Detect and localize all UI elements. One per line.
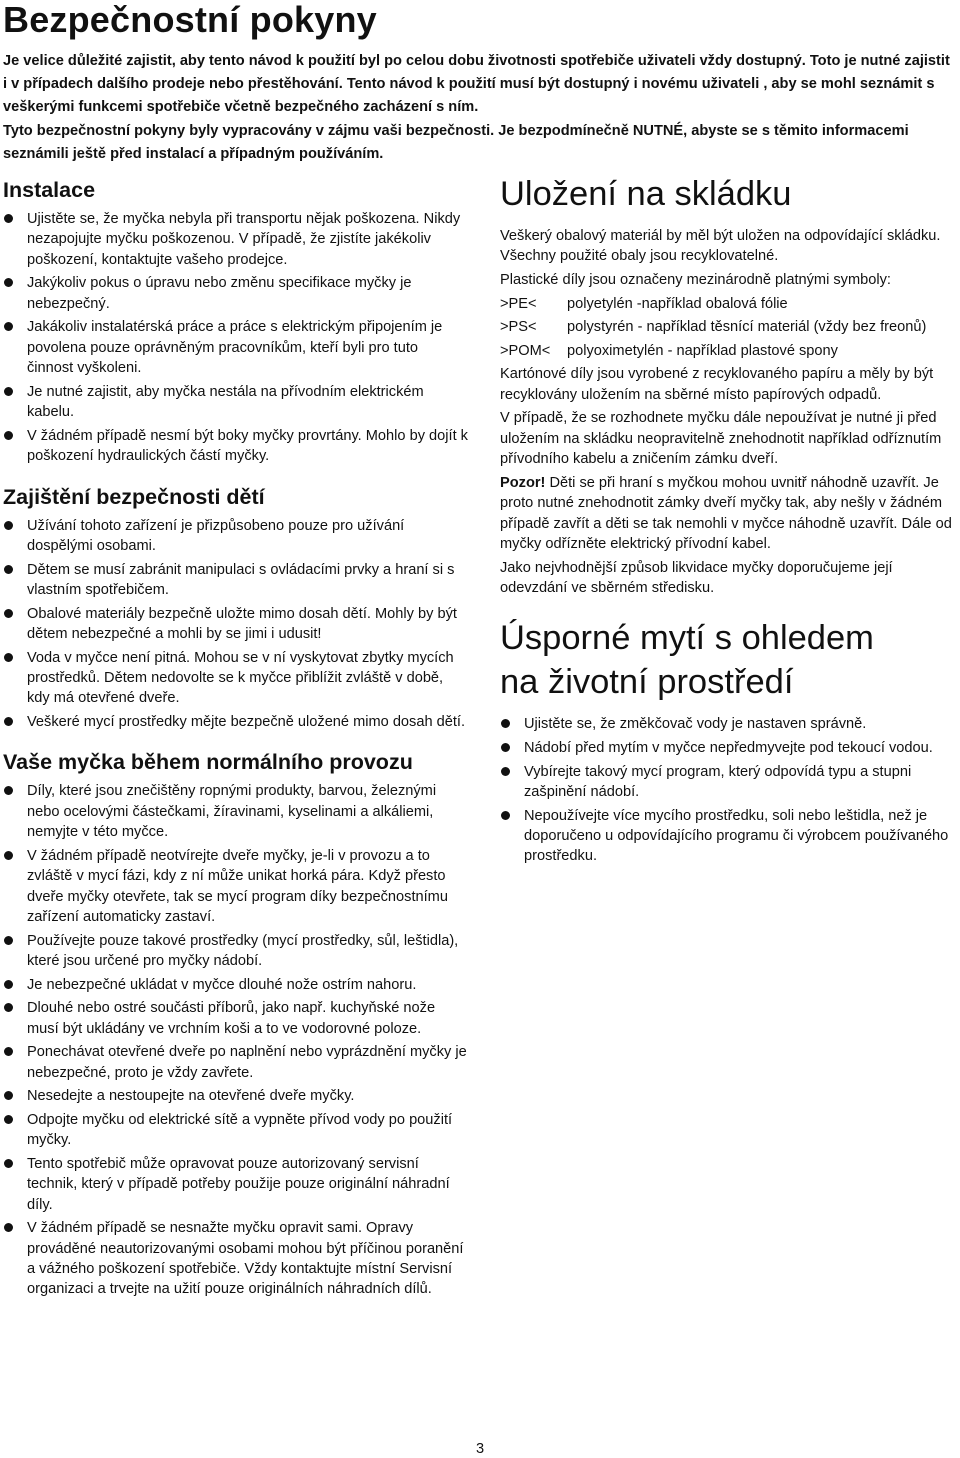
list-item: Ujistěte se, že myčka nebyla při transportu nějak poškozena. Nikdy nezapojujte myčku poškozenou. V případě, že zjistíte jakékoliv poškození, kontaktujte vašeho prodejce. <box>3 209 468 270</box>
list-item: Jakýkoliv pokus o úpravu nebo změnu specifikace myčky je nebezpečný. <box>3 273 468 314</box>
list-item: Jakákoliv instalatérská práce a práce s elektrickým připojením je povolena pouze oprávněným pracovníkům, kteří byli pro tuto činnost vyškoleni. <box>3 317 468 378</box>
paragraph: Kartónové díly jsou vyrobené z recyklovaného papíru a měly by být recyklovány uložením na sběrné místo papírových odpadů. <box>500 366 934 403</box>
list-item: Je nebezpečné ukládat v myčce dlouhé nože ostrím nahoru. <box>3 975 468 995</box>
symbol-row <box>500 341 958 361</box>
warning-paragraph <box>500 473 958 555</box>
bullet-icon <box>4 387 13 396</box>
list-item: Voda v myčce není pitná. Mohou se v ní vyskytovat zbytky mycích prostředků. Dětem nedovolte se k myčce přiblížit zvláště v době, kdy má otevřené dveře. <box>3 648 468 709</box>
bullet-icon <box>4 609 13 618</box>
bullet-icon <box>501 767 510 776</box>
paragraph: Veškerý obalový materiál by měl být uložen na odpovídající skládku. Všechny použité obaly jsou recyklovatelné. <box>500 228 941 265</box>
bullet-icon <box>4 1159 13 1168</box>
intro-block <box>3 50 955 167</box>
bullet-icon <box>4 521 13 530</box>
bullet-icon <box>501 719 510 728</box>
bullet-icon <box>4 851 13 860</box>
list-item: Užívání tohoto zařízení je přizpůsobeno pouze pro užívání dospělými osobami. <box>3 516 468 557</box>
bullet-icon <box>4 1091 13 1100</box>
list-item: Dětem se musí zabránit manipulaci s ovládacími prvky a hraní si s vlastním spotřebičem. <box>3 560 468 601</box>
section-heading-usporne <box>500 616 958 704</box>
bullet-icon <box>4 936 13 945</box>
bullet-icon <box>4 1047 13 1056</box>
list-usporne <box>500 714 958 866</box>
list-item: Dlouhé nebo ostré součásti příborů, jako např. kuchyňské nože musí být ukládány ve vrchním koši a to ve vodorovné poloze. <box>3 998 468 1039</box>
warning-text: Děti se při hraní s myčkou mohou uvnitř náhodně uzavřít. Je proto nutné znehodnotit zámky dveří myčky tak, aby nešly v žádném případě zavřít a děti se tak nemohli v myčce náhodně uzavřít. Dále od myčky odřízněte elektrický přívodní kabel. <box>500 474 952 552</box>
left-column <box>3 174 468 1303</box>
section-heading-deti: Zajištění bezpečnosti dětí <box>3 484 265 509</box>
list-item: Ujistěte se, že změkčovač vody je nastaven správně. <box>500 714 958 734</box>
list-item: Díly, které jsou znečištěny ropnými produkty, barvou, železnými nebo ocelovými částečkami, žíravinami, kyselinami a alkáliemi, nemyjte v této myčce. <box>3 781 468 842</box>
list-item: Nepoužívejte více mycího prostředku, soli nebo leštidla, než je doporučeno u odpovídajícího programu či výrobcem používaného prostředku. <box>500 806 958 867</box>
list-item: V žádném případě neotvírejte dveře myčky, je-li v provozu a to zvláště v mycí fázi, kdy z ní může unikat horká pára. Když přesto dveře myčky otevřete, tak se mycí program díky bezpečnostnímu zařízení automaticky zastaví. <box>3 846 468 928</box>
paragraph: Jako nejvhodnější způsob likvidace myčky doporučujeme její odevzdání ve sběrném středisku. <box>500 559 893 596</box>
list-item: Tento spotřebič může opravovat pouze autorizovaný servisní technik, který v případě potřeby použije pouze originální náhradní díly. <box>3 1154 468 1215</box>
section-heading-instalace: Instalace <box>3 178 96 202</box>
section-heading-provoz: Vaše myčka během normálního provozu <box>3 750 413 775</box>
intro-paragraph: Je velice důležité zajistit, aby tento návod k použití byl po celou dobu životnosti spotřebiče uživateli vždy dostupný. Toto je nutné zajistit i v případech dalšího prodeje nebo přestěhování. Tento návod k použití musí být dostupný i novému uživateli , aby se mohl seznámit s veškerými funkcemi spotřebiče včetně bezpečného zacházení s ním. <box>3 53 950 115</box>
symbol-row <box>500 317 958 337</box>
bullet-icon <box>4 322 13 331</box>
warning-label: Pozor! <box>500 474 546 491</box>
bullet-icon <box>501 743 510 752</box>
heading-line: na životní prostředí <box>500 663 794 702</box>
list-item: V žádném případě nesmí být boky myčky provrtány. Mohlo by dojít k poškození hydraulických částí myčky. <box>3 426 468 467</box>
page-title: Bezpečnostní pokyny <box>3 0 377 40</box>
list-item: Nesedejte a nestoupejte na otevřené dveře myčky. <box>3 1086 468 1106</box>
list-item: Obalové materiály bezpečně uložte mimo dosah dětí. Mohly by být dětem nebezpečné a mohli by se jimi i udusit! <box>3 604 468 645</box>
paragraph: V případě, že se rozhodnete myčku dále nepoužívat je nutné ji před uložením na skládku neopravitelně znehodnotit například odříznutím přívodního kabelu a zničením zámku dveří. <box>500 410 942 468</box>
list-item: Vybírejte takový mycí program, který odpovídá typu a stupni zašpinění nádobí. <box>500 762 958 803</box>
list-item: Odpojte myčku od elektrické sítě a vypněte přívod vody po použití myčky. <box>3 1110 468 1151</box>
right-column <box>500 172 958 870</box>
symbol-description: polyoximetylén - například plastové spony <box>567 342 838 359</box>
bullet-icon <box>4 1223 13 1232</box>
section-heading-skladka: Uložení na skládku <box>500 175 792 213</box>
list-item: Používejte pouze takové prostředky (mycí prostředky, sůl, leštidla), které jsou určené pro myčky nádobí. <box>3 931 468 972</box>
list-provoz <box>3 781 468 1299</box>
symbol-row <box>500 294 958 314</box>
symbol-description: polystyrén - například těsnící materiál (vždy bez freonů) <box>567 319 927 336</box>
symbol-code: >PS< <box>500 319 537 336</box>
list-item: Nádobí před mytím v myčce nepředmyvejte pod tekoucí vodou. <box>500 738 958 758</box>
bullet-icon <box>4 431 13 440</box>
intro-paragraph: Tyto bezpečnostní pokyny byly vypracovány v zájmu vaši bezpečnosti. Je bezpodmínečně NUTNÉ, abyste se s těmito informacemi seznámili ještě před instalací a případným používáním. <box>3 123 909 162</box>
list-deti <box>3 516 468 733</box>
bullet-icon <box>4 786 13 795</box>
bullet-icon <box>4 278 13 287</box>
bullet-icon <box>4 565 13 574</box>
symbol-description: polyetylén -například obalová fólie <box>567 295 788 312</box>
list-item: Ponechávat otevřené dveře po naplnění nebo vyprázdnění myčky je nebezpečné, proto je vždy zavřete. <box>3 1042 468 1083</box>
list-item: Veškeré mycí prostředky mějte bezpečně uložené mimo dosah dětí. <box>3 712 468 732</box>
symbol-code: >POM< <box>500 342 551 359</box>
paragraph: Plastické díly jsou označeny mezinárodně platnými symboly: <box>500 272 891 288</box>
bullet-icon <box>4 653 13 662</box>
bullet-icon <box>4 214 13 223</box>
bullet-icon <box>4 1115 13 1124</box>
list-instalace <box>3 209 468 467</box>
bullet-icon <box>4 717 13 726</box>
bullet-icon <box>501 811 510 820</box>
bullet-icon <box>4 980 13 989</box>
symbol-code: >PE< <box>500 295 537 312</box>
heading-line: Úsporné mytí s ohledem <box>500 619 874 658</box>
page-number: 3 <box>475 1441 485 1457</box>
list-item: Je nutné zajistit, aby myčka nestála na přívodním elektrickém kabelu. <box>3 382 468 423</box>
list-item: V žádném případě se nesnažte myčku opravit sami. Opravy prováděné neautorizovanými osobami mohou být příčinou poranění a vážného poškození spotřebiče. Vždy kontaktujte místní Servisní organizaci a trvejte na užití pouze originálních náhradních dílů. <box>3 1218 468 1300</box>
bullet-icon <box>4 1003 13 1012</box>
